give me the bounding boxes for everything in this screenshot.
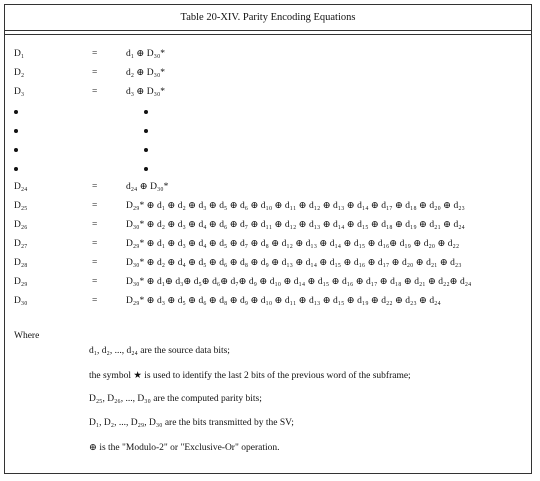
equals-sign: =: [92, 49, 98, 59]
title-divider: [5, 34, 531, 35]
equation-row: [14, 178, 531, 197]
ellipsis-row: [14, 121, 531, 140]
where-line: d₁, d₂, ..., d₂₄ are the source data bits;: [89, 346, 230, 356]
where-line: D₂₅, D₂₆, ..., D₃₀ are the computed parity bits;: [89, 394, 262, 404]
bullet-dot: [14, 129, 18, 133]
equals-sign: =: [92, 87, 98, 97]
bullet-dot: [14, 110, 18, 114]
equation-rhs: d₂₄ ⊕ D₃₀*: [126, 182, 169, 192]
equation-lhs: D₃₀: [14, 296, 28, 306]
equation-rhs: D₃₀* ⊕ d₂ ⊕ d₄ ⊕ d₅ ⊕ d₆ ⊕ d₈ ⊕ d₉ ⊕ d₁₃ ⊕ d₁₄ ⊕ d₁₅ ⊕ d₁₆ ⊕ d₁₇ ⊕ d₂₀ ⊕ d₂₁ ⊕ d₂₃: [126, 258, 462, 268]
equals-sign: =: [92, 68, 98, 78]
equation-row: [14, 273, 531, 292]
equation-list: [14, 45, 531, 311]
bullet-dot: [14, 167, 18, 171]
bullet-dot: [14, 148, 18, 152]
equation-rhs: D₂₉* ⊕ d₁ ⊕ d₃ ⊕ d₄ ⊕ d₅ ⊕ d₇ ⊕ d₈ ⊕ d₁₂ ⊕ d₁₃ ⊕ d₁₄ ⊕ d₁₅ ⊕ d₁₆⊕ d₁₉ ⊕ d₂₀ ⊕ d₂₂: [126, 239, 460, 249]
equals-sign: =: [92, 258, 98, 268]
equation-row: [14, 235, 531, 254]
ellipsis-row: [14, 102, 531, 121]
ellipsis-row: [14, 140, 531, 159]
equals-sign: =: [92, 201, 98, 211]
equation-lhs: D₂₅: [14, 201, 28, 211]
equation-lhs: D₁: [14, 49, 25, 59]
where-line: ⊕ is the "Modulo-2" or "Exclusive-Or" operation.: [89, 443, 280, 453]
equation-lhs: D₂₇: [14, 239, 28, 249]
table-title: Table 20-XIV. Parity Encoding Equations: [5, 5, 531, 31]
where-line: the symbol ★ is used to identify the last 2 bits of the previous word of the subframe;: [89, 371, 411, 381]
equation-rhs: D₂₉* ⊕ d₁ ⊕ d₂ ⊕ d₃ ⊕ d₅ ⊕ d₆ ⊕ d₁₀ ⊕ d₁₁ ⊕ d₁₂ ⊕ d₁₃ ⊕ d₁₄ ⊕ d₁₇ ⊕ d₁₈ ⊕ d₂₀ ⊕ d₂₃: [126, 201, 465, 211]
equals-sign: =: [92, 182, 98, 192]
equals-sign: =: [92, 296, 98, 306]
equation-lhs: D₂₈: [14, 258, 28, 268]
equation-row: [14, 292, 531, 311]
bullet-dot: [144, 148, 148, 152]
where-line: D₁, D₂, ..., D₂₉, D₃₀ are the bits transmitted by the SV;: [89, 418, 294, 428]
equation-rhs: D₃₀* ⊕ d₁⊕ d₃⊕ d₅⊕ d₆⊕ d₇⊕ d₉ ⊕ d₁₀ ⊕ d₁₄ ⊕ d₁₅ ⊕ d₁₆ ⊕ d₁₇ ⊕ d₁₈ ⊕ d₂₁ ⊕ d₂₂⊕ d₂₄: [126, 277, 472, 287]
equation-lhs: D₂₉: [14, 277, 28, 287]
equation-row: [14, 254, 531, 273]
bullet-dot: [144, 167, 148, 171]
bullet-dot: [144, 110, 148, 114]
equation-row: [14, 64, 531, 83]
equation-row: [14, 45, 531, 64]
equation-row: [14, 83, 531, 102]
equals-sign: =: [92, 220, 98, 230]
equation-lhs: D₂₄: [14, 182, 28, 192]
equation-rhs: d₁ ⊕ D₃₀*: [126, 49, 166, 59]
equation-rhs: d₂ ⊕ D₃₀*: [126, 68, 166, 78]
equation-rhs: D₂₉* ⊕ d₃ ⊕ d₅ ⊕ d₆ ⊕ d₈ ⊕ d₉ ⊕ d₁₀ ⊕ d₁₁ ⊕ d₁₃ ⊕ d₁₅ ⊕ d₁₉ ⊕ d₂₂ ⊕ d₂₃ ⊕ d₂₄: [126, 296, 441, 306]
equation-lhs: D₂₆: [14, 220, 28, 230]
equation-row: [14, 197, 531, 216]
where-label: Where: [14, 331, 40, 341]
ellipsis-row: [14, 159, 531, 178]
parity-table: [4, 4, 532, 474]
bullet-dot: [144, 129, 148, 133]
equals-sign: =: [92, 277, 98, 287]
equation-row: [14, 216, 531, 235]
equation-lhs: D₂: [14, 68, 25, 78]
equation-lhs: D₃: [14, 87, 25, 97]
equals-sign: =: [92, 239, 98, 249]
equation-rhs: D₃₀* ⊕ d₂ ⊕ d₃ ⊕ d₄ ⊕ d₆ ⊕ d₇ ⊕ d₁₁ ⊕ d₁₂ ⊕ d₁₃ ⊕ d₁₄ ⊕ d₁₅ ⊕ d₁₈ ⊕ d₁₉ ⊕ d₂₁ ⊕ d₂₄: [126, 220, 465, 230]
equation-rhs: d₃ ⊕ D₃₀*: [126, 87, 166, 97]
